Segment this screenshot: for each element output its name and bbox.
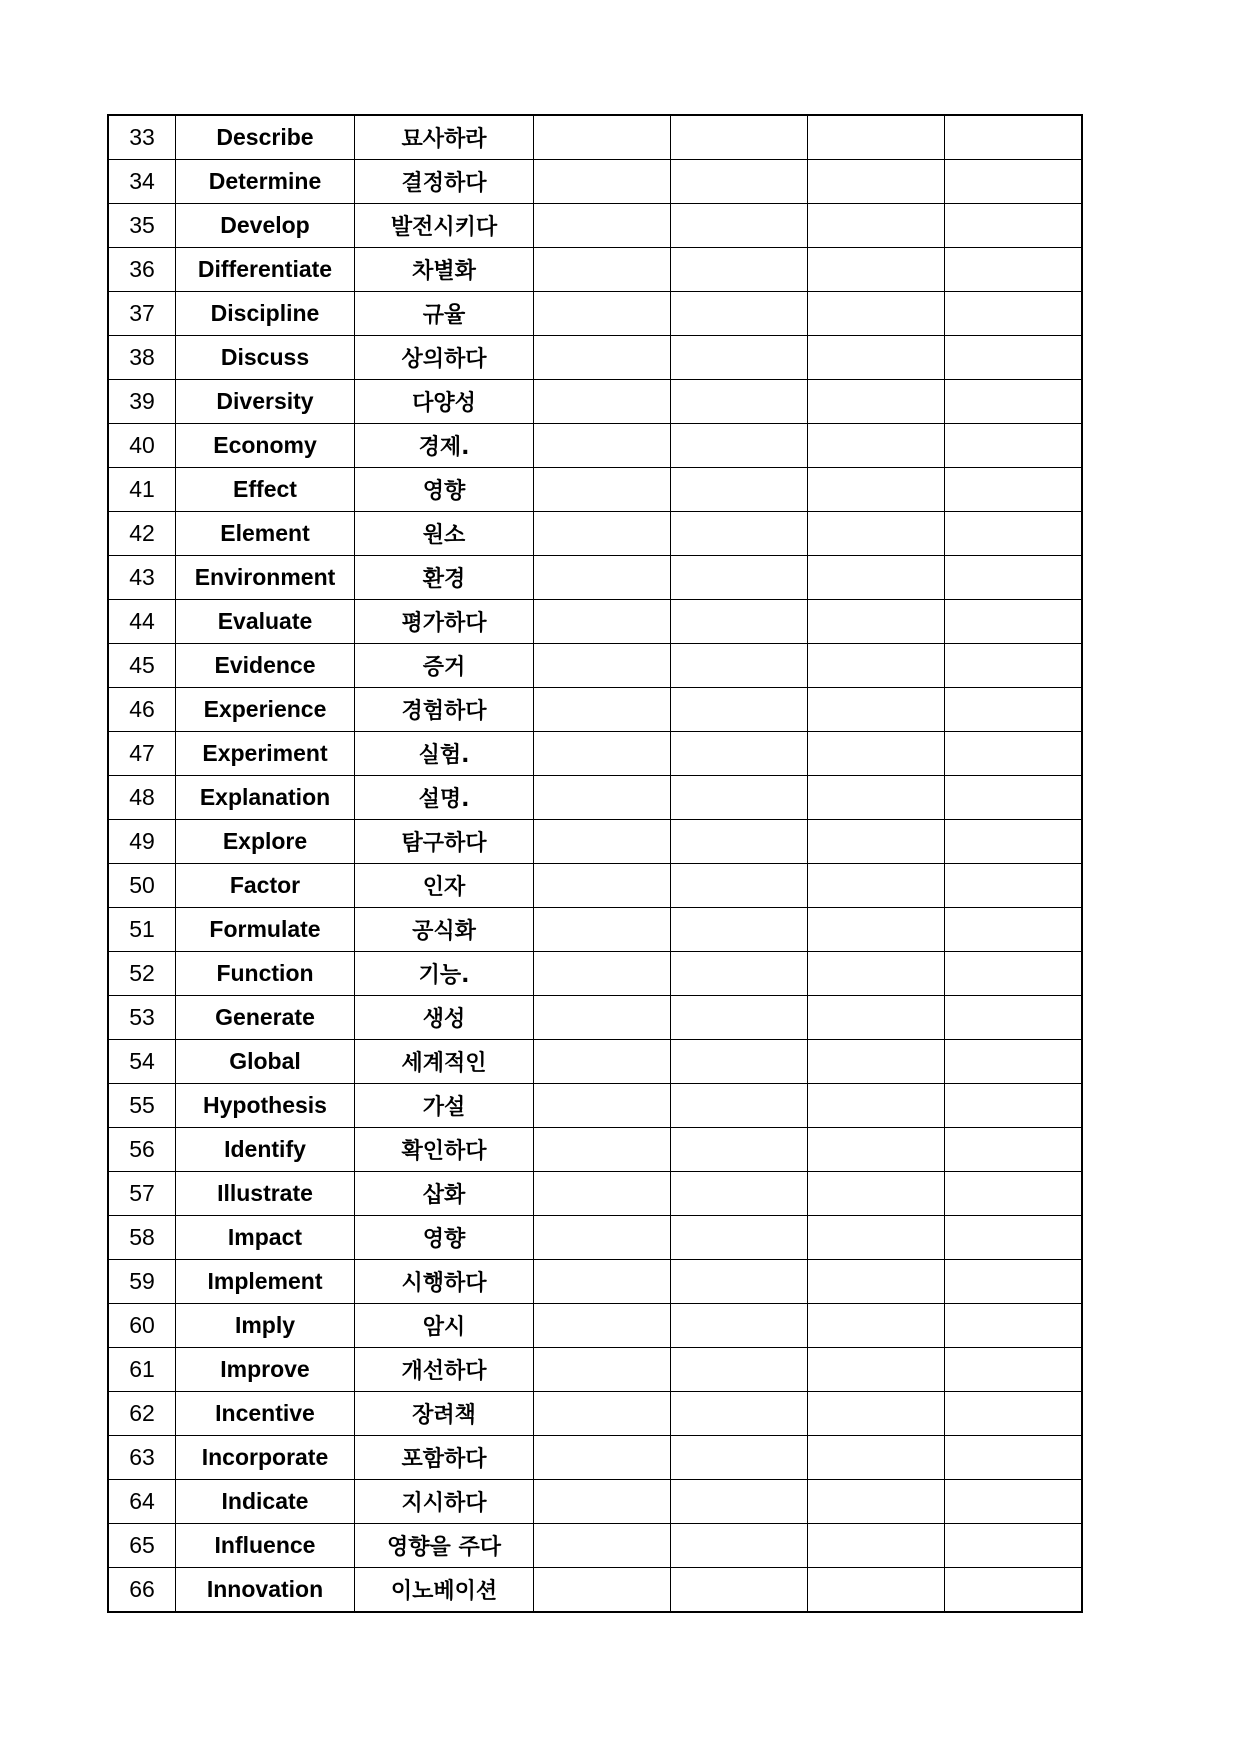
english-word: Formulate <box>176 908 355 952</box>
blank-practice-cell <box>945 424 1083 468</box>
english-word: Identify <box>176 1128 355 1172</box>
row-number: 46 <box>108 688 176 732</box>
korean-meaning: 경제. <box>355 424 534 468</box>
blank-practice-cell <box>945 1392 1083 1436</box>
table-row <box>108 1260 1082 1304</box>
blank-practice-cell <box>671 204 808 248</box>
blank-practice-cell <box>534 1260 671 1304</box>
blank-practice-cell <box>808 468 945 512</box>
table-row <box>108 1084 1082 1128</box>
blank-practice-cell <box>671 864 808 908</box>
blank-practice-cell <box>534 1436 671 1480</box>
english-word: Experience <box>176 688 355 732</box>
blank-practice-cell <box>671 688 808 732</box>
row-number: 38 <box>108 336 176 380</box>
blank-practice-cell <box>808 204 945 248</box>
table-row <box>108 908 1082 952</box>
blank-practice-cell <box>945 1524 1083 1568</box>
row-number: 41 <box>108 468 176 512</box>
blank-practice-cell <box>534 732 671 776</box>
blank-practice-cell <box>808 1128 945 1172</box>
korean-meaning: 기능. <box>355 952 534 996</box>
blank-practice-cell <box>808 908 945 952</box>
table-row <box>108 204 1082 248</box>
korean-meaning: 장려책 <box>355 1392 534 1436</box>
blank-practice-cell <box>671 380 808 424</box>
blank-practice-cell <box>671 776 808 820</box>
blank-practice-cell <box>671 292 808 336</box>
blank-practice-cell <box>808 820 945 864</box>
blank-practice-cell <box>808 336 945 380</box>
blank-practice-cell <box>671 160 808 204</box>
korean-meaning: 설명. <box>355 776 534 820</box>
row-number: 42 <box>108 512 176 556</box>
korean-meaning: 영향을 주다 <box>355 1524 534 1568</box>
blank-practice-cell <box>534 600 671 644</box>
table-row <box>108 468 1082 512</box>
table-row <box>108 115 1082 160</box>
table-row <box>108 776 1082 820</box>
blank-practice-cell <box>945 380 1083 424</box>
blank-practice-cell <box>945 1260 1083 1304</box>
korean-meaning: 평가하다 <box>355 600 534 644</box>
row-number: 57 <box>108 1172 176 1216</box>
blank-practice-cell <box>534 1568 671 1613</box>
korean-meaning: 포함하다 <box>355 1436 534 1480</box>
korean-meaning: 가설 <box>355 1084 534 1128</box>
blank-practice-cell <box>671 1392 808 1436</box>
row-number: 61 <box>108 1348 176 1392</box>
blank-practice-cell <box>534 1216 671 1260</box>
table-row <box>108 248 1082 292</box>
blank-practice-cell <box>671 556 808 600</box>
korean-meaning: 삽화 <box>355 1172 534 1216</box>
blank-practice-cell <box>534 380 671 424</box>
row-number: 50 <box>108 864 176 908</box>
korean-meaning: 다양성 <box>355 380 534 424</box>
blank-practice-cell <box>671 424 808 468</box>
blank-practice-cell <box>671 1304 808 1348</box>
english-word: Differentiate <box>176 248 355 292</box>
table-row <box>108 820 1082 864</box>
blank-practice-cell <box>534 248 671 292</box>
blank-practice-cell <box>945 1128 1083 1172</box>
english-word: Determine <box>176 160 355 204</box>
english-word: Incorporate <box>176 1436 355 1480</box>
korean-meaning: 영향 <box>355 468 534 512</box>
english-word: Evaluate <box>176 600 355 644</box>
blank-practice-cell <box>945 776 1083 820</box>
blank-practice-cell <box>671 1348 808 1392</box>
blank-practice-cell <box>945 248 1083 292</box>
table-row <box>108 292 1082 336</box>
english-word: Innovation <box>176 1568 355 1613</box>
row-number: 58 <box>108 1216 176 1260</box>
blank-practice-cell <box>671 1524 808 1568</box>
blank-practice-cell <box>945 644 1083 688</box>
english-word: Effect <box>176 468 355 512</box>
table-row <box>108 996 1082 1040</box>
blank-practice-cell <box>534 292 671 336</box>
blank-practice-cell <box>671 512 808 556</box>
blank-practice-cell <box>808 556 945 600</box>
korean-meaning: 생성 <box>355 996 534 1040</box>
korean-meaning: 묘사하라 <box>355 115 534 160</box>
row-number: 53 <box>108 996 176 1040</box>
blank-practice-cell <box>945 336 1083 380</box>
korean-meaning: 이노베이션 <box>355 1568 534 1613</box>
blank-practice-cell <box>945 864 1083 908</box>
blank-practice-cell <box>671 336 808 380</box>
row-number: 52 <box>108 952 176 996</box>
blank-practice-cell <box>945 600 1083 644</box>
blank-practice-cell <box>671 996 808 1040</box>
table-row <box>108 1216 1082 1260</box>
korean-meaning: 상의하다 <box>355 336 534 380</box>
blank-practice-cell <box>671 1216 808 1260</box>
table-row <box>108 1348 1082 1392</box>
english-word: Impact <box>176 1216 355 1260</box>
table-row <box>108 600 1082 644</box>
korean-meaning: 규율 <box>355 292 534 336</box>
korean-meaning: 공식화 <box>355 908 534 952</box>
blank-practice-cell <box>808 292 945 336</box>
table-row <box>108 952 1082 996</box>
blank-practice-cell <box>808 1348 945 1392</box>
blank-practice-cell <box>534 1128 671 1172</box>
korean-meaning: 실험. <box>355 732 534 776</box>
table-row <box>108 1128 1082 1172</box>
table-row <box>108 644 1082 688</box>
english-word: Describe <box>176 115 355 160</box>
korean-meaning: 환경 <box>355 556 534 600</box>
blank-practice-cell <box>945 1568 1083 1613</box>
english-word: Explanation <box>176 776 355 820</box>
korean-meaning: 증거 <box>355 644 534 688</box>
row-number: 63 <box>108 1436 176 1480</box>
blank-practice-cell <box>945 996 1083 1040</box>
korean-meaning: 확인하다 <box>355 1128 534 1172</box>
blank-practice-cell <box>808 688 945 732</box>
blank-practice-cell <box>808 248 945 292</box>
english-word: Incentive <box>176 1392 355 1436</box>
row-number: 59 <box>108 1260 176 1304</box>
korean-meaning: 결정하다 <box>355 160 534 204</box>
korean-meaning: 세계적인 <box>355 1040 534 1084</box>
row-number: 33 <box>108 115 176 160</box>
blank-practice-cell <box>808 1436 945 1480</box>
korean-meaning: 개선하다 <box>355 1348 534 1392</box>
korean-meaning: 영향 <box>355 1216 534 1260</box>
blank-practice-cell <box>534 468 671 512</box>
english-word: Hypothesis <box>176 1084 355 1128</box>
row-number: 45 <box>108 644 176 688</box>
korean-meaning: 원소 <box>355 512 534 556</box>
blank-practice-cell <box>808 644 945 688</box>
korean-meaning: 인자 <box>355 864 534 908</box>
blank-practice-cell <box>945 688 1083 732</box>
blank-practice-cell <box>808 952 945 996</box>
row-number: 54 <box>108 1040 176 1084</box>
blank-practice-cell <box>945 952 1083 996</box>
blank-practice-cell <box>945 468 1083 512</box>
english-word: Diversity <box>176 380 355 424</box>
row-number: 49 <box>108 820 176 864</box>
blank-practice-cell <box>671 115 808 160</box>
blank-practice-cell <box>671 732 808 776</box>
blank-practice-cell <box>534 556 671 600</box>
blank-practice-cell <box>808 1084 945 1128</box>
row-number: 48 <box>108 776 176 820</box>
english-word: Factor <box>176 864 355 908</box>
row-number: 36 <box>108 248 176 292</box>
row-number: 34 <box>108 160 176 204</box>
english-word: Experiment <box>176 732 355 776</box>
blank-practice-cell <box>945 204 1083 248</box>
blank-practice-cell <box>808 1524 945 1568</box>
korean-meaning: 탐구하다 <box>355 820 534 864</box>
row-number: 47 <box>108 732 176 776</box>
row-number: 39 <box>108 380 176 424</box>
blank-practice-cell <box>945 115 1083 160</box>
english-word: Economy <box>176 424 355 468</box>
korean-meaning: 발전시키다 <box>355 204 534 248</box>
english-word: Influence <box>176 1524 355 1568</box>
table-row <box>108 1172 1082 1216</box>
english-word: Indicate <box>176 1480 355 1524</box>
blank-practice-cell <box>808 1216 945 1260</box>
blank-practice-cell <box>808 380 945 424</box>
blank-practice-cell <box>945 1040 1083 1084</box>
blank-practice-cell <box>534 1480 671 1524</box>
blank-practice-cell <box>808 732 945 776</box>
english-word: Implement <box>176 1260 355 1304</box>
english-word: Environment <box>176 556 355 600</box>
blank-practice-cell <box>534 820 671 864</box>
blank-practice-cell <box>945 1480 1083 1524</box>
blank-practice-cell <box>534 996 671 1040</box>
blank-practice-cell <box>534 644 671 688</box>
blank-practice-cell <box>945 160 1083 204</box>
blank-practice-cell <box>534 115 671 160</box>
blank-practice-cell <box>671 1172 808 1216</box>
english-word: Discipline <box>176 292 355 336</box>
table-row <box>108 1524 1082 1568</box>
blank-practice-cell <box>808 1568 945 1613</box>
table-row <box>108 1436 1082 1480</box>
blank-practice-cell <box>671 1436 808 1480</box>
english-word: Global <box>176 1040 355 1084</box>
table-row <box>108 864 1082 908</box>
english-word: Function <box>176 952 355 996</box>
blank-practice-cell <box>534 1348 671 1392</box>
english-word: Element <box>176 512 355 556</box>
blank-practice-cell <box>534 1172 671 1216</box>
table-row <box>108 556 1082 600</box>
blank-practice-cell <box>671 468 808 512</box>
blank-practice-cell <box>671 248 808 292</box>
blank-practice-cell <box>808 1260 945 1304</box>
blank-practice-cell <box>945 512 1083 556</box>
blank-practice-cell <box>534 204 671 248</box>
blank-practice-cell <box>808 600 945 644</box>
blank-practice-cell <box>808 1304 945 1348</box>
table-row <box>108 424 1082 468</box>
english-word: Imply <box>176 1304 355 1348</box>
blank-practice-cell <box>671 908 808 952</box>
table-row <box>108 1568 1082 1613</box>
blank-practice-cell <box>534 424 671 468</box>
english-word: Generate <box>176 996 355 1040</box>
blank-practice-cell <box>671 1480 808 1524</box>
table-row <box>108 1480 1082 1524</box>
blank-practice-cell <box>945 908 1083 952</box>
vocabulary-table-body <box>108 115 1082 1612</box>
blank-practice-cell <box>945 1304 1083 1348</box>
blank-practice-cell <box>671 1084 808 1128</box>
blank-practice-cell <box>945 1172 1083 1216</box>
row-number: 43 <box>108 556 176 600</box>
korean-meaning: 차별화 <box>355 248 534 292</box>
blank-practice-cell <box>808 1480 945 1524</box>
blank-practice-cell <box>534 512 671 556</box>
row-number: 40 <box>108 424 176 468</box>
blank-practice-cell <box>671 820 808 864</box>
blank-practice-cell <box>534 1392 671 1436</box>
blank-practice-cell <box>534 908 671 952</box>
blank-practice-cell <box>534 160 671 204</box>
blank-practice-cell <box>534 864 671 908</box>
row-number: 65 <box>108 1524 176 1568</box>
row-number: 66 <box>108 1568 176 1613</box>
blank-practice-cell <box>808 996 945 1040</box>
row-number: 60 <box>108 1304 176 1348</box>
table-row <box>108 512 1082 556</box>
english-word: Improve <box>176 1348 355 1392</box>
korean-meaning: 지시하다 <box>355 1480 534 1524</box>
table-row <box>108 1040 1082 1084</box>
korean-meaning: 암시 <box>355 1304 534 1348</box>
table-row <box>108 160 1082 204</box>
blank-practice-cell <box>808 1172 945 1216</box>
blank-practice-cell <box>808 1392 945 1436</box>
blank-practice-cell <box>808 776 945 820</box>
blank-practice-cell <box>808 115 945 160</box>
vocabulary-table <box>107 114 1083 1613</box>
blank-practice-cell <box>534 1524 671 1568</box>
blank-practice-cell <box>945 1216 1083 1260</box>
row-number: 51 <box>108 908 176 952</box>
table-row <box>108 688 1082 732</box>
blank-practice-cell <box>671 1260 808 1304</box>
korean-meaning: 시행하다 <box>355 1260 534 1304</box>
row-number: 55 <box>108 1084 176 1128</box>
blank-practice-cell <box>534 1040 671 1084</box>
blank-practice-cell <box>945 556 1083 600</box>
blank-practice-cell <box>534 1304 671 1348</box>
blank-practice-cell <box>808 424 945 468</box>
blank-practice-cell <box>808 512 945 556</box>
table-row <box>108 1304 1082 1348</box>
row-number: 35 <box>108 204 176 248</box>
row-number: 62 <box>108 1392 176 1436</box>
blank-practice-cell <box>808 864 945 908</box>
blank-practice-cell <box>808 1040 945 1084</box>
blank-practice-cell <box>534 688 671 732</box>
blank-practice-cell <box>945 820 1083 864</box>
blank-practice-cell <box>945 1348 1083 1392</box>
english-word: Develop <box>176 204 355 248</box>
blank-practice-cell <box>671 1568 808 1613</box>
row-number: 64 <box>108 1480 176 1524</box>
table-row <box>108 732 1082 776</box>
table-row <box>108 380 1082 424</box>
blank-practice-cell <box>945 292 1083 336</box>
english-word: Evidence <box>176 644 355 688</box>
english-word: Explore <box>176 820 355 864</box>
blank-practice-cell <box>534 952 671 996</box>
english-word: Discuss <box>176 336 355 380</box>
blank-practice-cell <box>534 1084 671 1128</box>
blank-practice-cell <box>945 1084 1083 1128</box>
row-number: 56 <box>108 1128 176 1172</box>
blank-practice-cell <box>945 1436 1083 1480</box>
english-word: Illustrate <box>176 1172 355 1216</box>
table-row <box>108 336 1082 380</box>
blank-practice-cell <box>671 644 808 688</box>
blank-practice-cell <box>671 1128 808 1172</box>
blank-practice-cell <box>808 160 945 204</box>
korean-meaning: 경험하다 <box>355 688 534 732</box>
blank-practice-cell <box>671 952 808 996</box>
blank-practice-cell <box>671 600 808 644</box>
blank-practice-cell <box>945 732 1083 776</box>
row-number: 37 <box>108 292 176 336</box>
row-number: 44 <box>108 600 176 644</box>
table-row <box>108 1392 1082 1436</box>
blank-practice-cell <box>534 776 671 820</box>
blank-practice-cell <box>671 1040 808 1084</box>
blank-practice-cell <box>534 336 671 380</box>
